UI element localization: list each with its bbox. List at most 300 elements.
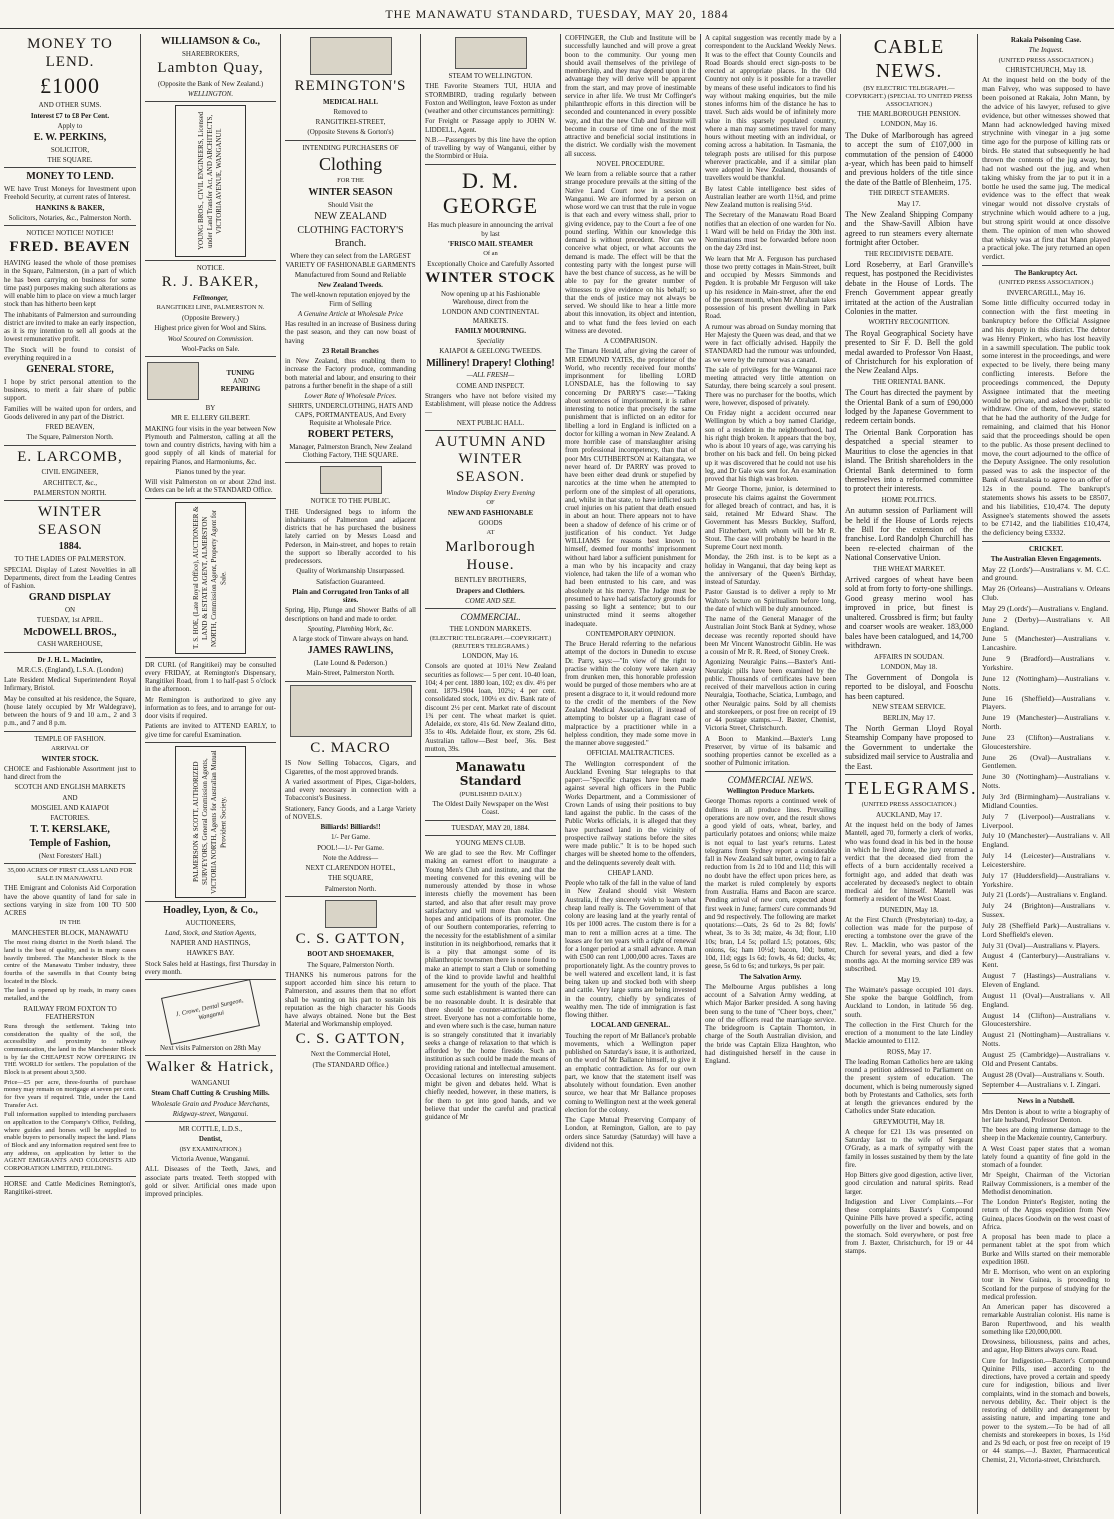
- billiard-illustration: [290, 685, 412, 737]
- notice-public: NOTICE TO THE PUBLIC.: [310, 497, 391, 506]
- macro-text3: Stationery, Fancy Goods, and a Large Variety of NOVELS.: [285, 804, 416, 821]
- money-title: MONEY TO LEND.: [27, 36, 113, 70]
- c5-p8: The Cape Mutual Preserving Company of London, at Remington, Gallon, are to pay orders since Saturday (Saturday) will have a dividend not this.: [565, 1116, 696, 1149]
- wheat-text: Arrived cargoes of wheat have been sold at from forty to forty-one shillings. Good greasy merino wool has improved in price, but finest is unaltered. Crossbred is firm; but faulty and coarser wools are weaker. 183,000 bales have been catalogued, and 14,700 withdrawn.: [845, 575, 973, 651]
- land-text4: Runs through the settlement. Taking into consideration the quality of the soil, the accessibility and proximity to railway communication, the land in the Manchester Block is by far the CHEAPEST NOW OFFERING IN THE WORLD for settlers. The population of the Block is at present about 3,500.: [4, 1023, 136, 1077]
- salvation-title: The Salvation Army.: [739, 972, 802, 981]
- consols: Consols are quoted at 101¼ New Zealand securities as follows:— 5 per cent. 10-40 loan, 104; 4 per cent. 1880 loan, 102; ex div. 4½ per cent. 1879-1904 loan, 102¼; 4 per cent. consolidated stock, 100¼ ex div. Bank rate of discount 2½ per cent. Market rate of discount 1¾ per cent. The wheat market is quiet. Adelaide, ex store, 41s 6d. New Zealand ditto, 35s to 40s. Adelaide flour, ex store, 29s 6d. Australian tallow—Best beef, 36s. Best mutton, 39s.: [425, 662, 556, 753]
- grand-display: GRAND DISPLAY: [28, 592, 112, 604]
- larcomb-role2: ARCHITECT, &c.,: [42, 478, 98, 487]
- tuning-title: TUNING: [226, 368, 255, 377]
- gatton-sign: C. S. GATTON,: [295, 1030, 406, 1047]
- new-zealand: NEW ZEALAND: [314, 210, 387, 222]
- c6-p8: Mr George Thorne, junior, is determined to prosecute his claims against the Government for alleged breach of contract, and has, it is said, retained Mr Edward Shaw. The Government has Messrs Buckley, Stafford, and Fitzherbert, with whom will be Mr R. Stout. The case will probably be heard in the Supreme Court next month.: [705, 485, 836, 551]
- quality: Quality of Workmanship Unsurpassed.: [296, 567, 405, 576]
- recidiviste-text: Lord Roseberry, at Earl Granville's request, has postponed the Recidivistes debate in the House of Lords. The French Government appear greatly irritated at the action of the Australian Colonies in the matter.: [845, 259, 973, 316]
- kerslake: T. T. KERSLAKE,: [30, 824, 110, 836]
- williamson-addr: (Opposite the Bank of New Zealand.): [157, 79, 264, 88]
- column-8: [977, 34, 1114, 1514]
- retail-text: in New Zealand, thus enabling them to increase the Factory produce, commanding both material and labour, and ensuring to their patrons a further benefit in the shape of a still: [285, 357, 416, 390]
- ymc-text: We are glad to see the Rev. Mr Coffinger making an earnest effort to inaugurate a Young Men's Club and institute, and that the meeting convened for this evening will be numerously attended by those in whose interests chiefly the movement has been started, and also that after result may prove satisfactory and will more than realize the hopes and anticipations of its promoter. One of our Southern contemporaries, referring to the necessity for the establishment of a similar institution in its neighborhood, remarks that it is a pity that amongst some of its philanthropic townsmen there is none found to make an attempt to start a Club or something of the kind to provide lawful and healthful amusement for the youth of the place. That some such establishment is wanted there can be no reasonable doubt. It is desirable that there should be counter-attractions to the street. Everyone has not a comfortable home, and even where such is the case, human nature is so strangely constituted that it invariably seeks a change of relaxation to that which is afforded by the home fireside. Such an institution as such could be made the means of providing rational and intellectual amusement. Occasional lectures on interesting subjects might be given and debates held. What is chiefly needed, however, in these matters, is for them to get into good hands, and we believe that under the careful and practical guidance of Mr: [425, 849, 556, 1122]
- money-apply: Apply to: [57, 121, 83, 130]
- money2-firm: HANKINS & BAKER,: [35, 203, 105, 212]
- wheat-title: THE WHEAT MARKET.: [872, 564, 946, 573]
- fixture-item: June 9 (Bradford)—Australians v. Yorkshire.: [982, 654, 1110, 672]
- gatton-addr: The Square, Palmerston North.: [307, 960, 394, 969]
- temple-title: TEMPLE OF FASHION.: [34, 734, 106, 743]
- walker-title: Walker & Hatrick,: [146, 1059, 275, 1076]
- cable-sub: (BY ELECTRIC TELEGRAPH.—COPYRIGHT.) (SPECIAL TO UNITED PRESS ASSOCIATION.): [845, 85, 973, 108]
- crowe-visit: Next visits Palmerston on 28th May: [160, 1044, 261, 1053]
- come-see: COME AND SEE.: [464, 596, 516, 605]
- gilbert-name: MR E. ELLERY GILBERT.: [171, 414, 250, 423]
- nutshell-text7: Mr E. Morrison, who went on an exploring tour in New Guinea, is proceeding to Scotland for the purpose of studying for the medical profession.: [982, 1268, 1110, 1301]
- hoadley-title: Hoadley, Lyon, & Co.,: [163, 904, 258, 916]
- steam-text: THE Favorite Steamers TUI, HUIA and STORMBIRD, trading regularly between Foxton and Wellington, leave Foxton as under (weather and other circumstances permitting):: [425, 82, 556, 115]
- bankruptcy-date: INVERCARGILL, May 16.: [1006, 289, 1086, 298]
- temple-factories: FACTORIES.: [50, 814, 90, 823]
- pension-date: LONDON, May 16.: [880, 120, 938, 129]
- beaven-text5: Families will be waited upon for orders, and Goods delivered in any part of the District.: [4, 404, 136, 421]
- c5-p2: We learn from a reliable source that a rather strange procedure prevails at the sitting of the Native Land Court now in session at Wanganui. We are informed by a person on whose word we can trust that the rule in vogue is that each and every witness shall, prior to giving evidence, pay to the Court a fee of one pound sterling. Within our knowledge this demand is without precedent. Nor can we conceive what object, or what accounts the demand is made. The effect will be that the contesting party with the longest purse will have the best chance of success, as he will be able to pay for the greater number of witnesses to give evidence on his behalf; so that the ends of justice may not always be served. We should like to hear a little more about this innovation, its object and intention, and to what fund the fees levied on each witness are devoted.: [565, 170, 696, 335]
- ross-text: The leading Roman Catholics here are taking round a petition addressed to Parliament on the present system of education. The document, which is being numerously signed both by Protestants and Catholics, sets forth at length the grievances endured by the Catholics under State education.: [845, 1057, 973, 1116]
- beaven-text3: The Stock will be found to consist of everything required in a: [4, 345, 136, 362]
- baker-title: R. J. BAKER,: [161, 274, 260, 291]
- column-6: [700, 34, 840, 1514]
- kaiapoi: KAIAPOI & GEELONG TWEEDS.: [439, 347, 542, 356]
- remington-title: REMINGTON'S: [294, 78, 407, 94]
- perkins-addr: THE SQUARE.: [47, 156, 93, 165]
- recidiviste-title: THE RECIDIVISTE DEBATE.: [864, 249, 954, 258]
- dunedin-text: At the First Church (Presbyterian) to-day, a collection was made for the purpose of erecting a tombstone over the grave of the Rev. L. Macklin, who was pastor of the Church for several years, and died a few months ago. At the morning service £89 was subscribed.: [845, 915, 973, 974]
- winter-text: SPECIAL Display of Latest Novelties in all Departments, direct from the Leading Centres of Fashion.: [4, 565, 136, 591]
- hoadley-text2: Stock Sales held at Hastings, first Thursday in every month.: [145, 959, 276, 976]
- steamers-text: The New Zealand Shipping Company and the Shaw-Savill Albion have agreed to run steamers every alternate fortnight after October.: [845, 209, 973, 248]
- c5-p4: The Bruce Herald referring to the nefarious attempt of the doctors in Dunedin to excuse Dr. Parry, says:—"In view of the right to practise within the colony were taken away from drunken men, this honorable profession would be purged of those members who are at present a disgrace to it, it would redound more to the credit of the members of the New Zealand Medical Association, if instead of attempting to bolster up a flagrant case of malpractice by a practitioner while in a helpless condition, they made some move in the manner above suggested.": [565, 640, 696, 747]
- fixture-item: June 30 (Nottingham)—Australians v. Notts.: [982, 772, 1110, 791]
- cheap-title: CHEAP LAND.: [607, 868, 654, 877]
- nutshell-text3: A West Coast paper states that a woman lately found a quantity of fine gold in the stomach of a founder.: [982, 1144, 1110, 1170]
- steamer-illustration: [455, 37, 527, 69]
- gatton-title: C. S. GATTON,: [295, 930, 406, 947]
- cottle-title: MR COTTLE, L.D.S.,: [178, 1125, 243, 1134]
- column-2: [140, 34, 280, 1514]
- larcomb-addr: PALMERSTON NORTH.: [33, 488, 107, 497]
- larcomb-role: CIVIL ENGINEER,: [41, 468, 99, 477]
- column-5: [560, 34, 700, 1514]
- c5-p3: The Timaru Herald, after giving the career of MR EDMUND YATES, the proprietor of the World, who recently received four months' imprisonment for libelling LORD LONSDALE, has the following to say concerning Dr PARRY'S case:—"Taking about sentences of imprisonment, it is rather interesting to notice that precisely the same punishment that is inflicted on an editor for libelling a lord in England is inflicted on a doctor for killing a woman in New Zealand. A more horrible case of manslaughter arising from professional incompetency, than that of poor Mrs CUTHBERTSON at Kaitangata, we never heard of. Dr PARRY was proved to have been either dead drunk or stupefied by narcotics at the time when he attempted to perform one of the simplest of all operations, and, whilst in that state, to have inflicted such cruel injuries on his patient that death ensued in about an hour. There appears not to have been a shadow of defence of his crime or of justification of his conduct. Yet Judge WILLIAMS for reasons best known to himself, deemed four months' imprisonment without hard labor a sufficient punishment for a man who by his incapacity and crazy violence, had taken the life of a woman who had been entrusted to his care, and was absolutely at his mercy. The Judge must be presumed to have had satisfactory grounds for passing so light a sentence; but to our uninstructed mind it seems altogether inadequate.: [565, 347, 696, 628]
- young-bros-box: [175, 105, 246, 257]
- rakaia-upa: (UNITED PRESS ASSOCIATION.): [998, 56, 1094, 64]
- crowe-card: [161, 979, 260, 1045]
- steam-title: STEAM TO WELLINGTON.: [448, 72, 533, 80]
- temple-mosgiel: MOSGIEL AND KAIAPOI: [31, 803, 109, 812]
- money-interest: Interest £7 to £8 Per Cent.: [30, 111, 110, 120]
- gilbert-text: MAKING four visits in the year between New Plymouth and Palmerston, calling at all the town and country districts, having with him a good supply of all kinds of material for repairing Pianos, and Harmoniums, &c.: [145, 424, 276, 466]
- fixture-item: August 7 (Hastings)—Australians v. Eleven of England.: [982, 971, 1110, 989]
- land-text2: The most rising district in the North Island. The land is the best of quality, and is in many cases heavily timbered. The Manchester Block is the centre of the Manawatu Timber industry, three fourths of the sawmills in that County being located in the Block.: [4, 939, 136, 985]
- published: (PUBLISHED DAILY.): [459, 790, 522, 798]
- fixture-item: July 14 (Leicester)—Australians v. Leicestershire.: [982, 851, 1110, 869]
- cottle-role: Dentist,: [198, 1135, 223, 1144]
- c6-p7: On Friday night a accident occurred near Wellington by which a boy named Claridge, son of a resident in the neighbourhood, had his right thigh broken. It appears that the boy, who is about 10 years of age, was carrying his brother on his back and fell. On being picked up it was discovered that he could not use his leg, and Dr Gale was sent for. An examination proved that his thigh was broken.: [705, 409, 836, 483]
- strangers: Strangers who have not before visited my Establishment, will please notice the Address—: [425, 391, 556, 417]
- baker-text: Highest price given for Wool and Skins.: [154, 324, 267, 333]
- williamson-role: SHAREBROKERS,: [182, 49, 239, 58]
- walker-city: WANGANUI: [191, 1079, 230, 1088]
- kerslake-addr: (Next Foresters' Hall.): [38, 851, 102, 860]
- crowe-text: J. Crowe, Dental Surgeon, Wanganui: [175, 997, 245, 1022]
- land-text5: Price—£5 per acre, three-fourths of purchase money may remain on mortgage at seven per cent. for five years if required. Title, under the Land Transfer Act.: [4, 1078, 136, 1109]
- at: AT: [486, 529, 495, 537]
- branch: Branch.: [334, 238, 367, 250]
- commercial-news: COMMERCIAL NEWS.: [727, 774, 814, 785]
- fixture-item: August 21 (Nottingham)—Australians v. Notts.: [982, 1030, 1110, 1049]
- telegrams-title: TELEGRAMS.: [845, 778, 977, 799]
- williamson-city: WELLINGTON.: [187, 89, 234, 98]
- c6-p4: We learn that Mr A. Ferguson has purchased those two pretty cottages in Main-Street, built and occupied by Messrs Simmonds and Pegden. It is probable Mr Ferguson will take up his residence in Main-street, after the end of the present month, when Mr Abraham takes possession of his present dwelling in Park Road.: [705, 254, 836, 321]
- c6-p15: The Melbourne Argus publishes a long account of a Salvation Army wedding, at which Major Barker presided. A song having been sung to the tune of "Cheer boys, cheer," one of the officers read the marriage service. The bridegroom is Captain Thornton, in charge of the South Australian division, and the bride was Captain Eliza Haughton, who had distinguished herself in the cause in England.: [705, 982, 836, 1066]
- comparison-title: A COMPARISON.: [603, 337, 658, 345]
- land-in: IN THE: [59, 919, 81, 927]
- satisfaction: Satisfaction Guaranteed.: [316, 577, 385, 586]
- walker-addr: Ridgway-street, Wanganui.: [172, 1109, 249, 1118]
- money-amount: £1000: [40, 73, 100, 99]
- next-bank: NEXT PUBLIC HALL.: [456, 418, 525, 427]
- fixture-item: August 25 (Cambridge)—Australians v. Old and Present Cantabs.: [982, 1049, 1110, 1068]
- money2-text: WE have Trust Moneys for Investment upon Freehold Security, at current rates of Interest.: [4, 185, 136, 202]
- tuning-block: [145, 360, 276, 402]
- young-text: YOUNG BROS., CIVIL ENGINEERS, Licensed under Land Transfer Act, AND ARCHITECTS, VICTORIA AVENUE, WANGANUI.: [196, 112, 224, 251]
- home-text: An autumn session of Parliament will be held if the House of Lords rejects the Bill for the extension of the franchise. Lord Randolph Churchill has been re-elected chairman of the National Conservative Union.: [845, 506, 973, 563]
- temple-arrival: ARRIVAL OF: [51, 744, 89, 752]
- baker-opp: (Opposite Brewery.): [181, 314, 240, 323]
- cricket-title: CRICKET.: [1029, 545, 1063, 554]
- inquest-title: The Inquest.: [1028, 46, 1064, 55]
- bankruptcy-title: The Bankruptcy Act.: [1014, 269, 1078, 278]
- c6-p13: A Boon to Mankind.—Baxter's Lung Preserver, by virtue of its balsamic and soothing properties cannot be excelled as a soother of Pulmonic irritation.: [705, 734, 836, 768]
- tweeds: New Zealand Tweeds.: [318, 281, 383, 290]
- column-4: [420, 34, 560, 1514]
- kettle-illustration: [320, 466, 382, 494]
- cottle-addr: Victoria Avenue, Wanganui.: [171, 1155, 250, 1164]
- come: COME AND INSPECT.: [456, 381, 525, 390]
- tuning-by: BY: [205, 404, 216, 413]
- tinware: A large stock of Tinware always on hand.: [292, 635, 409, 644]
- beaven-sign2: The Square, Palmerston North.: [26, 433, 114, 442]
- larcomb-title: E. LARCOMB,: [17, 448, 123, 465]
- tuning-and: AND: [232, 376, 249, 385]
- soudan-date: LONDON, May 18.: [880, 662, 938, 671]
- hoadley-role: AUCTIONEERS,: [185, 918, 236, 927]
- oriental-title: THE ORIENTAL BANK.: [872, 377, 946, 386]
- pension-text: The Duke of Marlborough has agreed to accept the sum of £107,000 in commutation of the pension of £4000 a-year, which has been paid to himself and previous holders of the title since the date of the Battle of Blenheim, 175.: [845, 130, 973, 187]
- spring: Spring, Hip, Plunge and Shower Baths of all descriptions on hand and made to order.: [285, 606, 416, 623]
- standard-title: Manawatu Standard: [455, 760, 526, 789]
- fixture-item: September 4—Australians v. I. Zingari.: [982, 1080, 1101, 1090]
- palmerson-text: PALMERSON & SCOTT, AUTHORIZED SURVEYORS, General Commission Agents, VICTORIA NORTH, Agents for Australian Mutual Provident Society.: [192, 749, 228, 894]
- nutshell-text6: A proposal has been made to place a permanent tablet at the spot from which Burke and Wills started on their memorable expedition 1860.: [982, 1233, 1110, 1266]
- macintire-text: Late Resident Medical Superintendent Royal Infirmary, Bristol.: [4, 676, 136, 693]
- rakaia-title: Rakaia Poisoning Case.: [1010, 36, 1082, 44]
- cash-warehouse: CASH WAREHOUSE,: [37, 640, 103, 649]
- tweeds-text: The well-known reputation enjoyed by the Firm of Selling: [290, 291, 411, 308]
- beaven-text: HAVING leased the whole of those premises in the Square, Palmerston, (in a part of which he has been carrying on business for some time past) purposes making such alterations as will enable him to place on view a much larger stock than has hitherto been kept: [4, 259, 136, 309]
- rawlins-addr: Main-Street, Palmerston North.: [306, 669, 395, 678]
- hop-text: Hop Bitters give good digestion, active liver, good circulation and natural spirits. Read larger.: [845, 1171, 973, 1196]
- beaven-text4: I hope by strict personal attention to the business, to merit a fair share of public support.: [4, 377, 136, 403]
- genuine-text: Has resulted in an increase of Business during the past season, and they can now boast of having: [285, 320, 416, 345]
- rangitikei: RANGITIKEI-STREET,: [315, 118, 386, 127]
- steamers-title: THE DIRECT STEAMERS.: [868, 189, 950, 198]
- fixture-item: July 17 (Huddersfield)—Australians v. Yorkshire.: [982, 870, 1110, 889]
- george-text: Has much pleasure in announcing the arrival by last: [427, 221, 554, 238]
- auckland-date: AUCKLAND, May 17.: [875, 810, 943, 819]
- soudan-text: The Government of Dongola is reported to be disloyal, and Fooschu has been captured.: [845, 673, 973, 701]
- gilbert-text2: Pianos tuned by the year.: [175, 467, 246, 476]
- macintire-title: Dr J. H. L. Macintire,: [37, 655, 103, 664]
- land-railway: RAILWAY FROM FOXTON TO FEATHERSTON: [23, 1004, 117, 1021]
- fixture-item: May 26 (Orleans)—Australians v. Orleans Club.: [982, 584, 1110, 603]
- bankruptcy-upa: (UNITED PRESS ASSOCIATION.): [998, 279, 1094, 287]
- fixture-item: August 14 (Clifton)—Australians v. Gloucestershire.: [982, 1010, 1110, 1029]
- fixture-item: June 12 (Nottingham)—Australians v. Notts.: [982, 673, 1110, 692]
- c6-p1: A capital suggestion was recently made by a correspondent to the Auckland Weekly News. It was to the effect that County Councils and Road Boards should erect sign-posts to be erected at appropriate places. In the Old Country not only is it possible for a traveller by means of these useful indicators to find his way without making enquiries, but the mile stones informs him of the distance he has to travel. Such aids would be of infinitely more value in this sparsely populated country, where a man may sometimes travel for many hours without meeting with an individual, or coming across a habitation. In Tasmania, the telegraph posts are utilised for this purpose wherever practicable, and if a similar plan were adopted in New Zealand, thousands of travellers would be thankful.: [705, 34, 836, 183]
- fixture-item: June 19 (Manchester)—Australians v. North.: [982, 713, 1110, 732]
- perkins-role: SOLICITOR,: [50, 145, 90, 154]
- peters-text: Manager, Palmerston Branch, New Zealand Clothing Factory, THE SQUARE.: [289, 442, 412, 460]
- column-7: [840, 34, 977, 1514]
- notice-line: NOTICE! NOTICE! NOTICE!: [26, 229, 114, 238]
- money-sub: AND OTHER SUMS.: [38, 101, 102, 110]
- notice-text: THE Undersigned begs to inform the inhabitants of Palmerston and adjacent districts that he has purchased the business lately carried on by Messrs Loasd and Pederson, in Main-street, and hopes to retain the support so liberally accorded to his predecessors.: [285, 507, 416, 566]
- palmerson-box: [175, 746, 246, 898]
- land-text6: Full information supplied to intending purchasers on application to the Company's Office, Feilding, where guides and horses will be supplied to enable buyers to personally inspect the land. Plans of Block and any information required sent free to any address, on application by letter to the AGENT EMIGRANTS AND COLONISTS AID CORPORATION LIMITED, FEILDING.: [4, 1111, 136, 1172]
- greymouth-date: GREYMOUTH, May 18.: [873, 1117, 945, 1126]
- clothing: Clothing: [318, 153, 382, 174]
- piano-illustration: [147, 362, 199, 400]
- new-goods: NEW AND FASHIONABLE: [447, 508, 534, 517]
- gatton-next: Next the Commercial Hotel,: [310, 1050, 391, 1059]
- fixture-item: June 26 (Oval)—Australians v. Gentlemen.: [982, 752, 1110, 771]
- local-title: LOCAL AND GENERAL.: [590, 1021, 671, 1030]
- temple-text: CHOICE and Fashionable Assortment just to hand direct from the: [4, 764, 136, 782]
- hoadley-text: Land, Stock, and Station Agents,: [164, 928, 257, 937]
- c5-p5: The Wellington correspondent of the Auckland Evening Star telegraphs to that paper:—"Specific charges have been made against several high officers in the Public Works Department, and a Commissioner of Crown Lands of using their positions to buy land against the public. In the cases of the Public Works officials, it is alleged that they have purchased land in the vicinity of prospective railway stations before the sites were made public." It is to be hoped such charges will be sheeted home to the offenders, and the delinquents severely dealt with.: [565, 759, 696, 867]
- macro-text: IS Now Selling Tobaccos, Cigars, and Cigarettes, of the most approved brands.: [285, 759, 416, 776]
- c6-p3: The Secretary of the Manawatu Road Board notifies that an election of one warden for No. 1 Ward will be held on Friday the 30th inst. Nominations must be forwarded before noon on the day 23rd inst.: [705, 211, 836, 253]
- c6-p9: Monday, the 26th inst. is to be kept as a holiday in Wanganui, that day being kept as the anniversary of the Queen's Birthday, instead of Saturday.: [705, 553, 836, 586]
- fixture-item: June 5 (Manchester)—Australians v. Lancashire.: [982, 634, 1110, 653]
- beaven-text2: The inhabitants of Palmerston and surrounding district are invited to make an early inspection, as it is my intention to sell all goods at the lowest remunerative profit.: [4, 310, 136, 344]
- gatton-office: (The STANDARD Office.): [312, 1060, 389, 1069]
- of-an: Of an: [483, 250, 498, 258]
- fixture-item: June 2 (Derby)—Australians v. All England.: [982, 614, 1110, 633]
- nutshell-text4: Mr Speight, Chairman of the Victorian Railway Commissioners, is a member of the Methodist denomination.: [982, 1171, 1110, 1196]
- fixture-item: August 11 (Oval)—Australians v. All England.: [982, 990, 1110, 1009]
- winter-year: 1884.: [58, 541, 82, 553]
- grand-on: ON: [64, 606, 76, 615]
- money2-addr: Solicitors, Notaries, &c., Palmerston North.: [8, 213, 132, 222]
- nutshell-text10: Cure for Indigestion.—Baxter's Compound Quinine Pills, used according to the directions, have proved a certain and speedy cure for indigestion, bilious and liver complaints, wind in the stomach and bowels, nervous debility, &c. Their object is the restoring of debility and derangement by assisting nature, and imparting tone and power to the system.—To be had of all chemists and storekeepers in boxes, 1s 1½d and 2s 9d each, or post free on receipt of 19 or 44 stamps.—J. Baxter, Pharmaceutical Chemist, 21, Victoria-street, Christchurch.: [982, 1356, 1110, 1464]
- beaven-title: FRED. BEAVEN: [9, 239, 131, 256]
- soudan-title: AFFAIRS IN SOUDAN.: [873, 652, 945, 661]
- column-3: [280, 34, 420, 1514]
- plain: Plain and Corrugated Iron Tanks of all sizes.: [292, 587, 409, 605]
- fixture-item: June 16 (Sheffield)—Australians v. Players.: [982, 693, 1110, 712]
- beaven-store: GENERAL STORE,: [26, 364, 114, 376]
- billiards: Billiards! Billiards!!: [320, 823, 381, 832]
- dunedin-date: DUNEDIN, May 18.: [879, 905, 939, 914]
- bankruptcy-text: Some little difficulty occurred today in connection with the first meeting in bankruptcy before the Official Assignee and his deputy in this district. The debtor was Henry Pinkert, who has lost heavily in a sawmill speculation. The public took some interest in the proceedings, and were expected to be lively, there being many conflicting interests. Before the proceedings commenced, the Deputy Assignee intimated that the meeting would be private, and asked the public to withdraw. One of them, however, stated that he had the authority of the Judge for remaining, and claimed that his Honor said that the proceedings should be open to the public. As those present declined to move, the court adjourned to the office of the Deputy Assignee. The only resolution passed was to ask the inspector of the Bank of Australasia to agree to an offer of 12s in the pound. The bankrupt's statements shows his assets to be £8507, and his liabilities, £10,474. The deputy Assignee's statements showed the assets to be £7142, and the liabilities £10,474, the deficiency being £3332.: [982, 298, 1110, 538]
- rakaia-text: At the inquest held on the body of the man Falvey, who was supposed to have been poisoned at Rakaia, John Mann, by the advice of his lawyer, refused to give evidence, but other witnesses showed that Mann had acknowledged having mixed strychnine with vinegar in a jug some time ago for the purpose of killing rats or birds. He stated that subsequently he had thrown the contents of the jug away, but had not washed out the jug, and when taking whisky from the jar to put it in a bottle he used the same jug. The medical evidence was to the effect that weak vinegar would not dissolve crystals of strychnine which would adhere to a jug, but strong spirit would at once dissolve them. The opinion of men who showed that whisky was at first that Mann played a practical joke. The jury returned an open verdict.: [982, 75, 1110, 262]
- c6-p14: George Thomas reports a continued week of dullness in all produce lines. Prevailing operations are now over, and the result shows a good yield of oats, wheat, barley, and particularly potatoes and onions; while maize is not equal to last year's returns. Latest telegrams from Sydney report a considerable fall in New Zealand salt butter, owing to fair a reduction from 1s 2d to 10d and 11d; this will no doubt have the effect upon prices here, as the market is ruled completely by exports from Australia. Hams and Bacon are scarce. Pending arrival of new corn, expected about first week in June; farmers' cure commands 9d and 9d respectively. The following are market quotations:—Oats, 2s 6d to 2s 8d; fowls' wheat, 3s to 3s 3d; maize, 4s 3d; flour, L10 10s; bran, L4 5s; pollard L5; potatoes, 60s; onions, 6s; ham 10½d; bacon, 10d; butter, 10d, 11d; eggs 1s 6d; fowls, 4s 6d; ducks, 4s; geese, 5s 6d to 6s; and turkeys, 9s per pair.: [705, 797, 836, 971]
- london-date: LONDON, May 16.: [462, 652, 519, 661]
- cable-title: CABLE NEWS.: [873, 36, 945, 82]
- c6-p5: A rumour was abroad on Sunday morning that Her Majesty the Queen was dead, and that we were in fact officially advised. Happily the STANDARD had the rumour was unfounded, as we were by the rumour was a canard.: [705, 322, 836, 364]
- new-steam-title: NEW STEAM SERVICE.: [872, 703, 946, 712]
- perkins-name: E. W. PERKINS,: [33, 132, 107, 144]
- millinery: Millinery! Drapery! Clothing!: [426, 357, 555, 369]
- macintire-deg: M.R.C.S. (England), L.S.A. (London): [16, 665, 124, 674]
- land-text: THE Emigrant and Colonists Aid Corporation have the above quantity of land for sale in sections varying in size from 100 TO 500 ACRES: [4, 884, 136, 918]
- pool: POOL!—1/- Per Game.: [317, 843, 384, 852]
- branch-text: Where they can select from the LARGEST VARIETY OF FASHIONABLE GARMENTS: [285, 252, 416, 269]
- winter-stock: WINTER STOCK: [425, 270, 556, 287]
- oldest: The Oldest Daily Newspaper on the West Coast.: [432, 800, 549, 817]
- money2-title: MONEY TO LEND.: [26, 171, 114, 183]
- novel-title: NOVEL PROCEDURE.: [596, 159, 665, 168]
- land-block: MANCHESTER BLOCK, MANAWATU: [11, 929, 129, 938]
- may19-text: The Waimate's passage occupied 101 days. She spoke the barque Goldfinch, from Auckland to London, in latitude 56 deg. south.: [845, 985, 973, 1019]
- baker-packs: Wool-Packs on Sale.: [181, 344, 240, 353]
- land-title: 35,000 ACRES OF FIRST CLASS LAND FOR SALE IN MANAWATU.: [7, 867, 133, 882]
- london-markets: THE LONDON MARKETS.: [449, 624, 532, 633]
- oriental-text: The Court has directed the payment by the Oriental Bank of a sum of £90,000 lodged by the Japanese Government to redeem certain bonds.: [845, 388, 973, 426]
- rawlins: JAMES RAWLINS,: [307, 645, 394, 657]
- c6-p10: Pastor Gaustad is to deliver a reply to Mr Walton's lecture on Spiritualism before long, the date of which will be duly announced.: [705, 588, 836, 613]
- walker-text: Steam Chaff Cutting & Crushing Mills.: [151, 1089, 270, 1098]
- electric: (ELECTRIC TELEGRAPH.—COPYRIGHT.) (REUTER'S TELEGRAMS.): [429, 634, 552, 650]
- speciality: Speciality: [476, 337, 505, 345]
- official-title: OFFICIAL MALTRACTICES.: [586, 749, 675, 758]
- date: TUESDAY, MAY 20, 1884.: [451, 823, 530, 832]
- window: Window Display Every Evening: [446, 488, 535, 497]
- notice: NOTICE.: [196, 264, 225, 273]
- fixture-item: July 3rd (Birmingham)—Australians v. Midland Counties.: [982, 791, 1110, 810]
- opening: Now opening up at his Fashionable Warehouse, direct from the: [441, 289, 540, 306]
- mcdowell: McDOWELL BROS.,: [23, 626, 117, 638]
- autumn: AUTUMN AND WINTER SEASON.: [434, 433, 547, 486]
- drapers: Drapers and Clothiers.: [456, 586, 525, 595]
- cottle-text: ALL Diseases of the Teeth, Jaws, and associate parts treated. Teeth stopped with gold or silver. Artificial ones made upon improved principles.: [145, 1165, 276, 1199]
- walker-text2: Wholesale Grain and Produce Merchants,: [151, 1099, 270, 1108]
- fixture-item: May 29 (Lords')—Australians v. England.: [982, 603, 1109, 613]
- c5-p7: Touching the report of Mr Ballance's probable movements, which a Wellington paper published on Saturday's issue, it is authorized, on the word of Mr Ballance himself, to give it an emphatic contradiction. As for our own part, we know that the statement itself was absolutely without foundation. Even another source, we hear that Mr Ballance proposes coming to Wellington next at the week general election for the colony.: [565, 1031, 696, 1114]
- rawlins-late: (Late Lound & Pederson.): [313, 659, 388, 668]
- gatton-text: THANKS his numerous patrons for the support accorded him since his return to Palmerston, and assures them that no effort shall be wanting on his part to sustain his reputation as the high character his Goods have always obtained. None but the Best Material and Workmanship employed.: [285, 970, 416, 1029]
- baker-addr: RANGITIKEI LINE, PALMERSTON N.: [156, 304, 265, 312]
- boot-illustration: [325, 900, 377, 928]
- winter-title: WINTER SEASON: [37, 504, 103, 538]
- new-steam-date: BERLIN, May 17.: [882, 713, 936, 722]
- spouting: Spouting, Plumbing Work, &c.: [307, 624, 394, 633]
- fixture-item: July 31 (Oval)—Australians v. Players.: [982, 940, 1100, 950]
- frisco: 'FRISCO MAIL STEAMER: [447, 239, 534, 248]
- nutshell-title: News in a Nutshell.: [1017, 1097, 1075, 1106]
- note-address: Note the Address—: [322, 853, 379, 862]
- the-square: THE SQUARE,: [327, 874, 374, 883]
- baker-role: Fellmonger,: [192, 294, 229, 303]
- ross-date: ROSS, May 17.: [886, 1047, 932, 1056]
- medical-hall: MEDICAL HALL: [322, 97, 379, 106]
- markets: LONDON AND CONTINENTAL MARKETS.: [442, 308, 539, 325]
- gatton-role: BOOT AND SHOEMAKER,: [307, 950, 394, 959]
- produce-title: Wellington Produce Markets.: [726, 787, 815, 796]
- steam-text3: N.B.—Passengers by this line have the option of travelling by way of Wanganui, either by the Stormbird or Huia.: [425, 135, 556, 161]
- pension-title: THE MARLBOROUGH PENSION.: [857, 110, 961, 119]
- shirts: SHIRTS, UNDERCLOTHING, HATS AND CAPS, PORTMANTEAUS, And Every Requisite at Wholesale Price.: [288, 402, 413, 427]
- commercial: COMMERCIAL.: [460, 612, 521, 623]
- shoe-text: T. S. HOE, (Late Royal Office), AUCTIONEER & LAND & ESTATE AGENT, ALMERSTON NORTH, Commission Agent, Property Agent for Sale.: [192, 506, 228, 649]
- factory: CLOTHING FACTORY'S: [297, 224, 404, 236]
- fixture-item: August 4 (Canterbury)—Australians v. Kent.: [982, 951, 1110, 970]
- curl-text2: Patients are invited to ATTEND EARLY, to give time for careful Examination.: [145, 722, 276, 739]
- of: OF: [486, 499, 495, 507]
- should-visit: Should Visit the: [328, 200, 373, 209]
- fixture-item: July 7 (Liverpool)—Australians v. Liverpool.: [982, 811, 1110, 830]
- nutshell-text8: An American paper has discovered a remarkable Australian colonist. His name is Baron Ruperthwood, and his wealth something like £20,000,000.: [982, 1303, 1110, 1336]
- beaven-sign: FRED BEAVEN,: [45, 423, 95, 432]
- baker-wool: Wool Scoured on Commission.: [167, 334, 254, 343]
- fixture-item: July 21 (Lords')—Australians v. England.: [982, 890, 1108, 900]
- may19: May 19.: [897, 975, 921, 984]
- c6-p12: Agonizing Neuralgic Pains.—Baxter's Anti-Neuralgic pills have been examined by the public. Thousands of certificates have been received of their marvellous action in curing Neuralgia, Toothache, Sciatica, Lumbago, and other Neuralgic pains. Sold by all chemists and storekeepers, or post free on receipt of 19 or 44 postage stamps.—J. Baxter, Chemist, Victoria Street, Christchurch.: [705, 658, 836, 733]
- george-title: D. M. GEORGE: [442, 167, 539, 219]
- worthy-text: The Royal Geographical Society have presented to Sir F. D. Bell the gold medal awarded to Professor Von Haast, of Christchurch for his exploration of the New Zealand Alps.: [845, 328, 973, 376]
- temple-and: AND: [62, 793, 78, 802]
- worthy-title: WORTHY RECOGNITION.: [868, 318, 950, 327]
- marlborough: Marlborough House.: [445, 538, 536, 573]
- billiards-price: 1/- Per Game.: [330, 833, 371, 842]
- kerslake-temple: Temple of Fashion,: [29, 838, 111, 850]
- fixture-item: July 28 (Sheffield Park)—Australians v. Lord Sheffield's eleven.: [982, 920, 1110, 939]
- rangitikei-opp: (Opposite Stevens & Gorton's): [307, 128, 394, 137]
- nutshell-text9: Drowsiness, biliousness, pains and aches, and ague, Hop Bitters always cure. Read.: [982, 1338, 1110, 1355]
- c5-p6: People who talk of the fall in the value of land in New Zealand should visit Western Australia, if they sincerely wish to learn what cheap land really is. The Government of that colony are leasing land at the yearly rental of 10s per 1000 acres. The custom there is for a man to rent a million acres at a time. The leases are for ten years with a right of renewal for a longer period at a small advance. A man with £500 can rent 1,000,000 acres. Taxes are proportionately light. As the country proves to be well watered and excellent land, it is fast being taken up and stocked both with sheep and cattle. Very large sums are being invested in the country, chiefly by syndicates of wealthy men. The tide of immigration is fast flowing thither.: [565, 879, 696, 1019]
- fixture-item: June 23 (Clifton)—Australians v. Gloucestershire.: [982, 732, 1110, 751]
- curl-text: Mr Remington is authorized to give any information as to fees, and to arrange for out-door visits if required.: [145, 695, 276, 721]
- c6-p6: The sale of privileges for the Wanganui race meeting attracted very little attention on Saturday, there being scarcely a soul present. There was no purchaser for the booths, which were, however, disposed of privately.: [705, 365, 836, 407]
- column-1: [0, 34, 140, 1514]
- cottle-exam: (BY EXAMINATION.): [179, 1145, 242, 1153]
- greymouth-text: A cheque for £21 13s was presented on Saturday last to the wife of Sergeant O'Grady, as a mark of sympathy with the family in losses sustained by them by the late fire.: [845, 1127, 973, 1169]
- steam-text2: For Freight or Passage apply to JOHN W. LIDDELL, Agent.: [425, 117, 556, 134]
- lower-rate: Lower Rate of Wholesale Prices.: [304, 392, 397, 401]
- mourning: FAMILY MOURNING.: [455, 326, 526, 335]
- all-fresh: —ALL FRESH—: [466, 371, 515, 380]
- telegrams-sub: (UNITED PRESS ASSOCIATION.): [861, 801, 957, 809]
- hoadley-addr2: HAWKE'S BAY.: [186, 949, 235, 958]
- peters: ROBERT PETERS,: [307, 429, 394, 441]
- winter-season: WINTER SEASON: [308, 186, 393, 198]
- macro-title: C. MACRO: [310, 739, 391, 756]
- bentley: BENTLEY BROTHERS,: [454, 576, 527, 585]
- tuning-repair: REPAIRING: [220, 385, 261, 394]
- land-text3: The land is opened up by roads, in many cases metalled, and the: [4, 987, 136, 1002]
- removed: Removed to: [333, 107, 368, 116]
- grand-date: TUESDAY, 1st APRIL.: [36, 616, 104, 625]
